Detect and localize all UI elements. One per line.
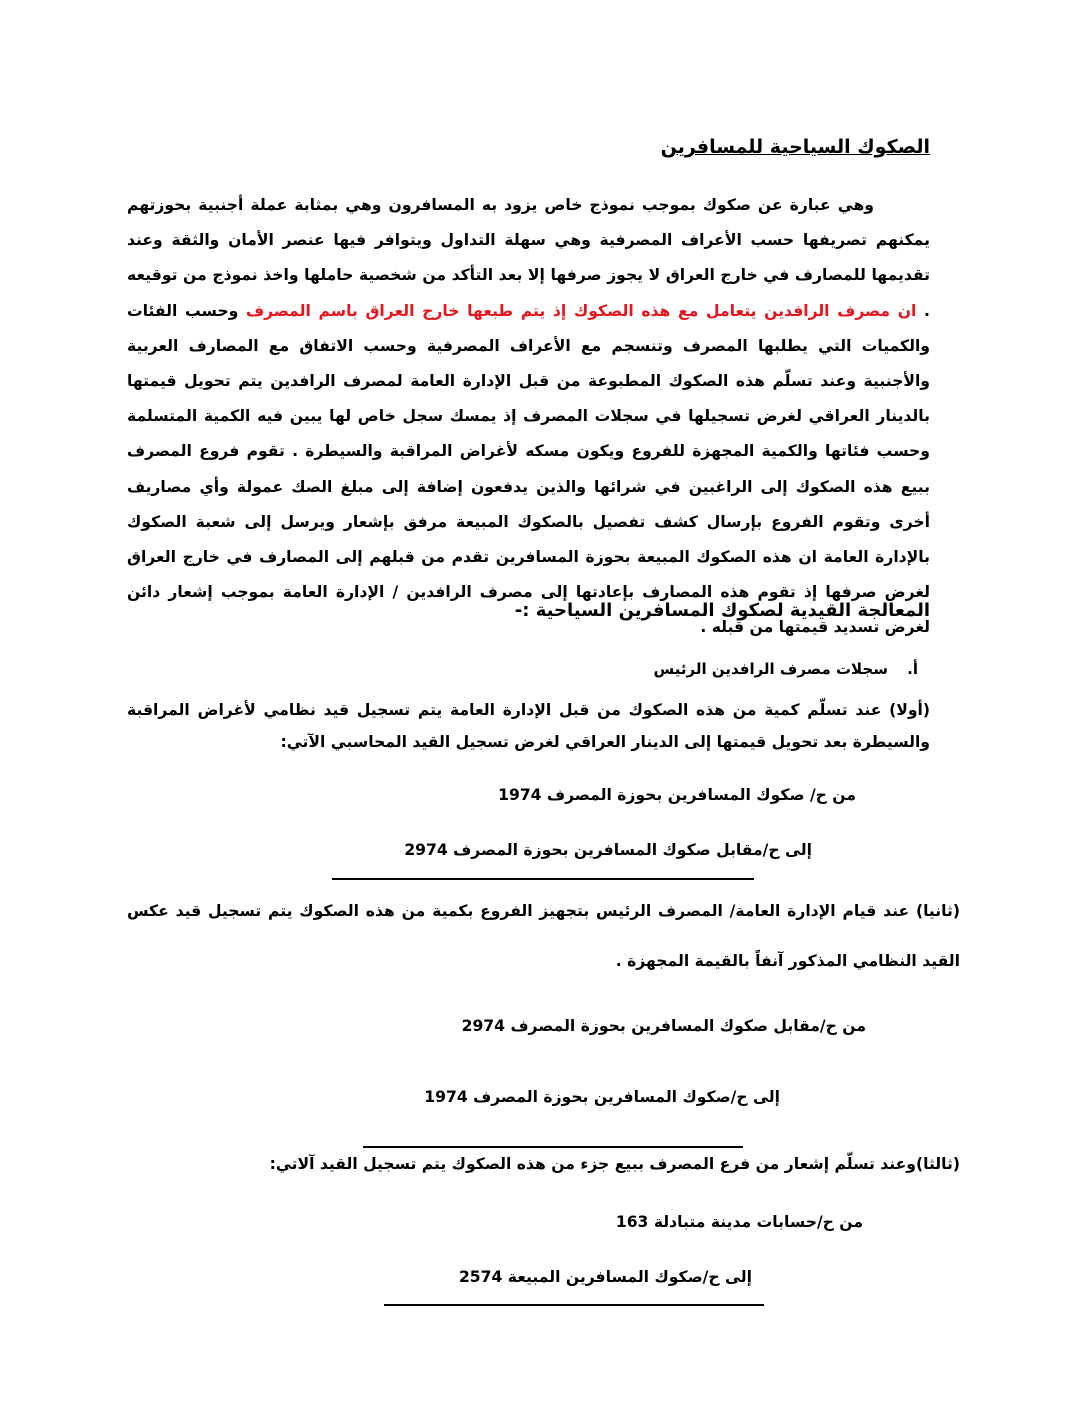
accounting-heading: المعالجة القيدية لصكوك المسافرين السياحية :- [514,600,930,621]
intro-text-part1: وهي عبارة عن صكوك بموجب نموذج خاص يزود به المسافرون وهي بمثابة عملة أجنبية بحوزتهم يمكنهم تصريفها حسب الأعراف المصرفية وهي سهلة التداول ويتوافر فيها عنصر الأمان والثقة وعند تقديمها للمصارف في خارج العراق لا يجوز صرفها إلا بعد التأكد من شخصية حاملها واخذ نموذج من توقيعه . [127,196,930,320]
step3-debit-entry: من ح/حسابات مدينة متبادلة 163 [615,1213,863,1231]
subsection-heading [653,660,918,678]
step2-credit-entry: إلى ح/صكوك المسافرين بحوزة المصرف 1974 [424,1088,780,1106]
entry-divider [363,1146,743,1148]
step3-text: (ثالثا)وعند تسلّم إشعار من فرع المصرف ببيع جزء من هذه الصكوك يتم تسجيل القيد آلاتي: [269,1155,960,1173]
entry-divider [332,878,754,880]
list-marker: أ. [907,660,918,678]
intro-paragraph [127,188,930,646]
step2-text: (ثانيا) عند قيام الإدارة العامة/ المصرف الرئيس بتجهيز الفروع بكمية من هذه الصكوك يتم تسجيل قيد عكس القيد النظامي المذكور آنفاً بالقيمة المجهزة . [127,902,960,970]
step1-credit-entry: إلى ح/مقابل صكوك المسافرين بحوزة المصرف 2974 [404,841,812,859]
step1-text: (أولا) عند تسلّم كمية من هذه الصكوك من قبل الإدارة العامة يتم تسجيل قيد نظامي لأغراض المراقبة والسيطرة بعد تحويل قيمتها إلى الدينار العراقي لغرض تسجيل القيد المحاسبي الآتي: [127,701,930,751]
entry-divider [384,1304,764,1306]
page-title: الصكوك السياحية للمسافرين [660,136,930,158]
step3-credit-entry: إلى ح/صكوك المسافرين المبيعة 2574 [458,1268,752,1286]
intro-highlight-text: ان مصرف الرافدين يتعامل مع هذه الصكوك إذ يتم طبعها خارج العراق باسم المصرف [245,301,917,320]
step1-debit-entry: من ح/ صكوك المسافرين بحوزة المصرف 1974 [498,786,856,804]
step2-debit-entry: من ح/مقابل صكوك المسافرين بحوزة المصرف 2974 [461,1017,866,1035]
subsection-label: سجلات مصرف الرافدين الرئيس [653,660,888,678]
intro-text-part2: وحسب الفئات والكميات التي يطلبها المصرف وتنسجم مع الأعراف المصرفية وحسب الاتفاق مع المصارف العربية والأجنبية وعند تسلّم هذه الصكوك المطبوعة من قبل الإدارة العامة لمصرف الرافدين يتم تحويل قيمتها بالدينار العراقي لغرض تسجيلها في سجلات المصرف إذ يمسك سجل خاص لها يبين فيه الكمية المتسلمة وحسب فئاتها والكمية المجهزة للفروع ويكون مسكه لأغراض المراقبة والسيطرة . تقوم فروع المصرف ببيع هذه الصكوك إلى الراغبين في شرائها والذين يدفعون إضافة إلى مبلغ الصك عمولة وأي مصاريف أخرى وتقوم الفروع بإرسال كشف تفصيل بالصكوك المبيعة مرفق بإشعار ويرسل إلى شعبة الصكوك بالإدارة العامة ان هذه الصكوك المبيعة بحوزة المسافرين تقدم من قبلهم إلى المصارف في خارج العراق لغرض صرفها إذ تقوم هذه المصارف بإعادتها إلى مصرف الرافدين / الإدارة العامة بموجب إشعار دائن لغرض تسديد قيمتها من قبله . [127,301,930,637]
